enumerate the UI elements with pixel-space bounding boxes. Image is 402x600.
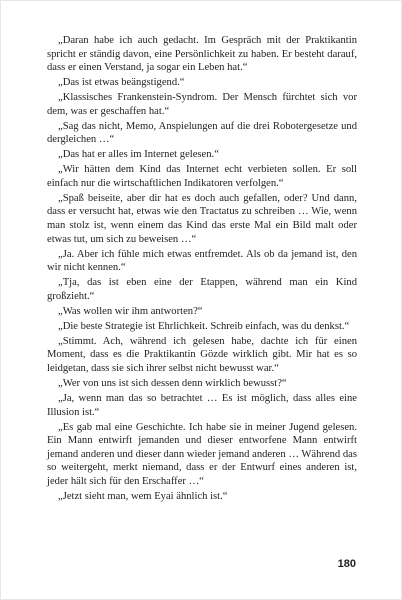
paragraph: „Klassisches Frankenstein-Syndrom. Der Mensch fürchtet sich vor dem, was er geschaffen hat.“ bbox=[47, 92, 357, 117]
paragraph: „Wir hätten dem Kind das Internet echt verbieten sollen. Er soll einfach nur die wirtschaftlichen Indikatoren verfolgen.“ bbox=[47, 164, 357, 189]
paragraph: „Das hat er alles im Internet gelesen.“ bbox=[58, 149, 219, 161]
paragraph: „Es gab mal eine Geschichte. Ich habe sie in meiner Jugend gelesen. Ein Mann entwirft jemanden und dieser entworfene Mann entwirft jemand anderen und dieser dann wieder jemand anderen … Während das so weitergeht, merkt niemand, dass er der Entwurf eines anderen ist, jeder hält sich für den Erschaffer …“ bbox=[47, 421, 357, 487]
paragraph: „Daran habe ich auch gedacht. Im Gespräch mit der Praktikantin spricht er ständig davon, eine Persönlichkeit zu haben. Er besteht darauf, dass er einen Verstand, ja sogar ein Leben hat.“ bbox=[47, 35, 357, 74]
paragraph: „Das ist etwas beängstigend.“ bbox=[58, 77, 185, 89]
paragraph: „Stimmt. Ach, während ich gelesen habe, dachte ich für einen Moment, dass es die Praktikantin Gözde wirklich gibt. Mir hat es so leidgetan, dass sie sich ihrer selbst nicht bewusst war.“ bbox=[47, 335, 357, 374]
paragraph: „Wer von uns ist sich dessen denn wirklich bewusst?“ bbox=[58, 377, 287, 389]
body-text bbox=[47, 34, 357, 505]
paragraph: „Ja. Aber ich fühle mich etwas entfremdet. Als ob da jemand ist, den wir nicht kennen.“ bbox=[47, 248, 357, 274]
paragraph: „Ja, wenn man das so betrachtet … Es ist möglich, dass alles eine Illusion ist.“ bbox=[47, 392, 357, 418]
paragraph: „Was wollen wir ihm antworten?“ bbox=[58, 305, 203, 317]
paragraph: „Spaß beiseite, aber dir hat es doch auch gefallen, oder? Und dann, dass er versucht hat, etwas wie den Tractatus zu schreiben … Wie, wenn man stolz ist, wenn einem das Kind das erste Mal ein Bild malt oder etwas tut, um sich zu beweisen …“ bbox=[47, 192, 357, 245]
page-number: 180 bbox=[337, 558, 356, 570]
paragraph: „Sag das nicht, Memo, Anspielungen auf die drei Robotergesetze und dergleichen …“ bbox=[47, 120, 357, 146]
paragraph: „Die beste Strategie ist Ehrlichkeit. Schreib einfach, was du denkst.“ bbox=[58, 320, 350, 332]
paragraph: „Jetzt sieht man, wem Eyai ähnlich ist.“ bbox=[58, 490, 228, 502]
paragraph: „Tja, das ist eben eine der Etappen, während man ein Kind großzieht.“ bbox=[47, 277, 357, 302]
